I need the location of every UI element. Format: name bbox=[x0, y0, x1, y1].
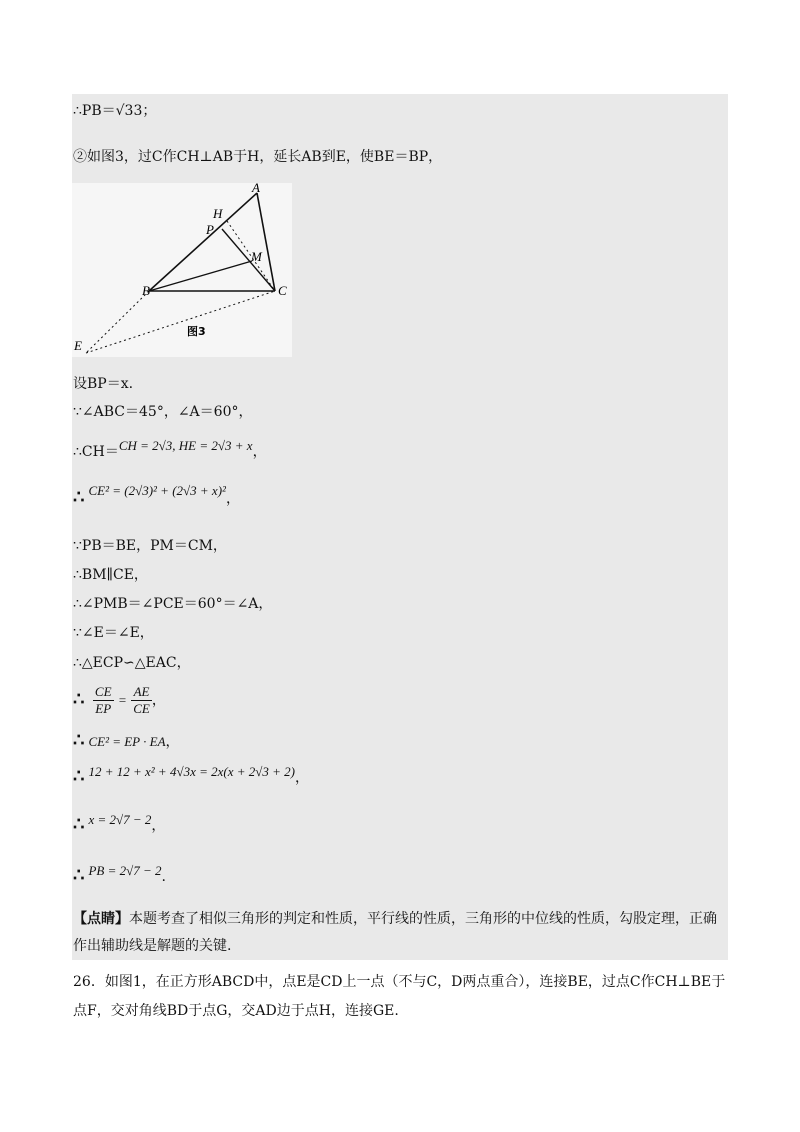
math-quadratic: 12 + 12 + x² + 4√3x = 2x(x + 2√3 + 2) bbox=[88, 764, 295, 779]
segment-BE-dotted bbox=[86, 291, 149, 353]
label-B: B bbox=[142, 283, 150, 298]
math-ch-he: CH = 2√3, HE = 2√3 + x bbox=[118, 438, 253, 453]
note-tag: 【点睛】 bbox=[73, 911, 129, 927]
solution-line-10 bbox=[73, 623, 154, 643]
text-ch-prefix: ∴CH＝ bbox=[73, 444, 119, 460]
therefore-symbol: ∴ bbox=[73, 487, 85, 508]
figure-caption: 图3 bbox=[187, 325, 206, 338]
text-midpoints: ∵PB＝BE，PM＝CM， bbox=[73, 538, 227, 554]
punct-12: ， bbox=[151, 692, 166, 709]
label-C: C bbox=[278, 283, 287, 298]
text-common-angle: ∵∠E＝∠E， bbox=[73, 625, 154, 641]
solution-line-2 bbox=[73, 147, 442, 167]
punct-14: ， bbox=[295, 770, 309, 786]
segment-EC-dotted bbox=[86, 291, 275, 353]
punct-5: ， bbox=[252, 444, 267, 460]
punct-16: . bbox=[161, 869, 166, 885]
solution-line-6 bbox=[73, 483, 240, 509]
math-pb-solution: PB = 2√7 − 2 bbox=[88, 863, 162, 878]
text-pb-sqrt33: ∴PB＝√33； bbox=[73, 103, 157, 119]
question-26-text: 26．如图1，在正方形ABCD中，点E是CD上一点（不与C，D两点重合），连接BE，过点C作CH⊥BE于点F，交对角线BD于点G，交AD边于点H，连接GE. bbox=[73, 974, 726, 1019]
numerator: CE bbox=[94, 684, 112, 699]
therefore-symbol: ∴ bbox=[73, 865, 85, 886]
label-H: H bbox=[213, 206, 223, 221]
solution-line-11 bbox=[73, 653, 191, 673]
punct-15: ， bbox=[151, 818, 166, 834]
note-text: 本题考查了相似三角形的判定和性质，平行线的性质，三角形的中位线的性质，勾股定理，正确作出辅助线是解题的关键. bbox=[73, 911, 717, 954]
solution-line-13 bbox=[73, 731, 180, 752]
summary-note bbox=[73, 906, 723, 960]
geometry-figure-3 bbox=[72, 183, 292, 357]
solution-line-7 bbox=[73, 536, 227, 556]
fraction-ce-ep bbox=[93, 684, 114, 717]
segment-AC bbox=[257, 193, 275, 291]
solution-line-14 bbox=[73, 764, 309, 788]
text-similar-triangles: ∴△ECP∽△EAC， bbox=[73, 655, 191, 671]
label-P: P bbox=[206, 222, 214, 237]
segment-PC bbox=[222, 229, 275, 291]
solution-line-8 bbox=[73, 565, 148, 585]
therefore-symbol: ∴ bbox=[73, 730, 85, 751]
text-let-bp: 设BP＝x. bbox=[73, 376, 134, 392]
punct-13: ， bbox=[165, 734, 180, 750]
label-E: E bbox=[74, 338, 82, 353]
label-M: M bbox=[251, 249, 262, 264]
solution-line-3 bbox=[73, 374, 133, 394]
solution-line-1 bbox=[73, 101, 156, 121]
solution-line-5 bbox=[73, 438, 267, 462]
solution-line-16 bbox=[73, 863, 166, 887]
text-angle-equality: ∴∠PMB＝∠PCE＝60°＝∠A， bbox=[73, 596, 273, 612]
numerator: AE bbox=[131, 684, 152, 701]
math-ce-squared: CE² = (2√3)² + (2√3 + x)² bbox=[88, 483, 226, 498]
denominator: CE bbox=[133, 701, 150, 716]
solution-line-4 bbox=[73, 402, 252, 422]
figure-svg bbox=[72, 183, 292, 357]
punct-6: ， bbox=[225, 491, 240, 507]
solution-line-9 bbox=[73, 594, 272, 614]
question-26 bbox=[73, 968, 728, 1026]
solution-line-15 bbox=[73, 812, 166, 836]
math-x-solution: x = 2√7 − 2 bbox=[88, 812, 152, 827]
math-ce-ep-ea: CE² = EP · EA bbox=[88, 734, 166, 749]
text-parallel: ∴BM∥CE， bbox=[73, 567, 148, 583]
label-A: A bbox=[252, 183, 260, 195]
therefore-symbol: ∴ bbox=[73, 814, 85, 835]
therefore-symbol: ∴ bbox=[73, 688, 85, 710]
therefore-symbol: ∴ bbox=[73, 766, 85, 787]
denominator: EP bbox=[95, 701, 112, 716]
solution-line-12: ∴ $\frac{CE}{EP}$ = $\frac{AE}{CE}$ ， bbox=[73, 684, 166, 716]
text-construction: ②如图3，过C作CH⊥AB于H，延长AB到E，使BE＝BP， bbox=[73, 149, 443, 165]
fraction-ae-ce bbox=[131, 684, 152, 717]
text-angles-given: ∵∠ABC＝45°，∠A＝60°， bbox=[73, 404, 253, 420]
